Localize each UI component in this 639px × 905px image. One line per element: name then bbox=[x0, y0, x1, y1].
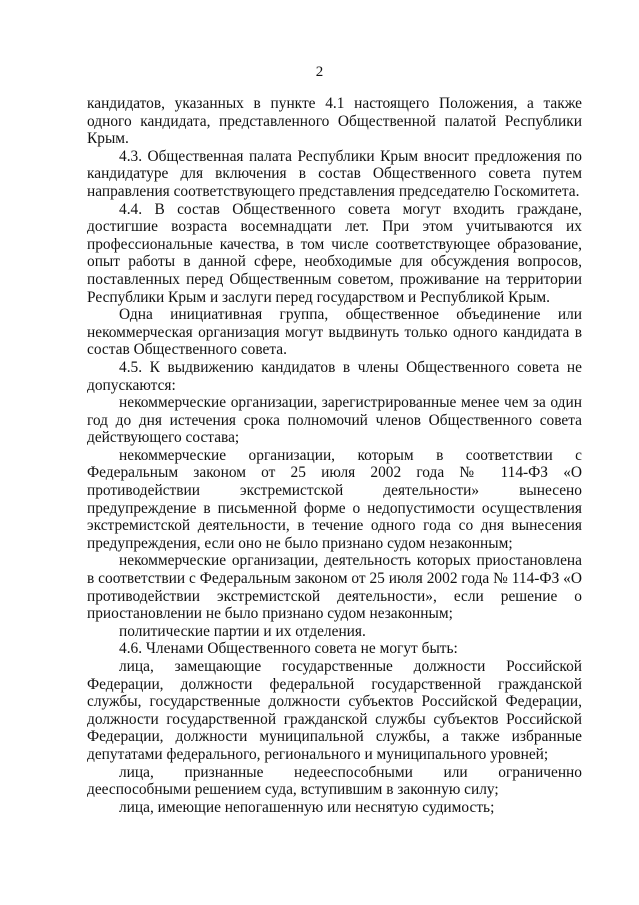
paragraph-continuation: кандидатов, указанных в пункте 4.1 настоящего Положения, а также одного кандидата, представленного Общественной палатой Республики Крым. bbox=[87, 95, 582, 148]
paragraph-4-3: 4.3. Общественная палата Республики Крым вносит предложения по кандидатуре для включения в состав Общественного совета путем направления соответствующего представления председателю Госкомитета. bbox=[87, 147, 582, 200]
paragraph-4-5: 4.5. К выдвижению кандидатов в члены Общественного совета не допускаются: bbox=[87, 358, 582, 394]
list-item-political-parties: политические партии и их отделения. bbox=[119, 622, 366, 640]
list-item-registered-less-than-year: некоммерческие организации, зарегистрированные менее чем за один год до дня истечения срока полномочий членов Общественного совета действующего состава; bbox=[87, 394, 582, 447]
list-item-state-positions: лица, замещающие государственные должности Российской Федерации, должности федеральной государственной гражданской службы, государственные должности субъектов Российской Федерации, должности государственной гражданской службы субъектов Российской Федерации, должности муниципальной службы, а также избранные депутатами федерального, регионального и муниципального уровней; bbox=[87, 658, 582, 763]
list-item-criminal-record: лица, имеющие непогашенную или неснятую судимость; bbox=[119, 798, 495, 816]
list-item-suspended-activity: некоммерческие организации, деятельность которых приостановлена в соответствии с Федеральным законом от 25 июля 2002 года № 114-ФЗ «О противодействии экстремистской деятельности», если решение о приостановлении не было признано судом незаконным; bbox=[87, 552, 582, 623]
list-item-extremism-warning: некоммерческие организации, которым в соответствии с Федеральным законом от 25 июля 2002 года № 114-ФЗ «О противодействии экстремистской деятельности» вынесено предупреждение в письменной форме о недопустимости осуществления экстремистской деятельности, в течение одного года со дня вынесения предупреждения, если оно не было признано судом незаконным; bbox=[87, 446, 582, 552]
list-item-incapacitated: лица, признанные недееспособными или ограниченно дееспособными решением суда, вступившим в законную силу; bbox=[87, 763, 582, 799]
paragraph-4-6: 4.6. Членами Общественного совета не могут быть: bbox=[119, 640, 458, 658]
document-body bbox=[87, 95, 582, 816]
page-number: 2 bbox=[315, 64, 324, 80]
paragraph-4-4: 4.4. В состав Общественного совета могут входить граждане, достигшие возраста восемнадцати лет. При этом учитываются их профессиональные качества, в том числе соответствующее образование, опыт работы в данной сфере, необходимые для обсуждения вопросов, поставленных перед Общественным советом, проживание на территории Республики Крым и заслуги перед государством и Республикой Крым. bbox=[87, 200, 582, 306]
paragraph-one-candidate: Одна инициативная группа, общественное объединение или некоммерческая организация могут выдвинуть только одного кандидата в состав Общественного совета. bbox=[87, 306, 582, 359]
